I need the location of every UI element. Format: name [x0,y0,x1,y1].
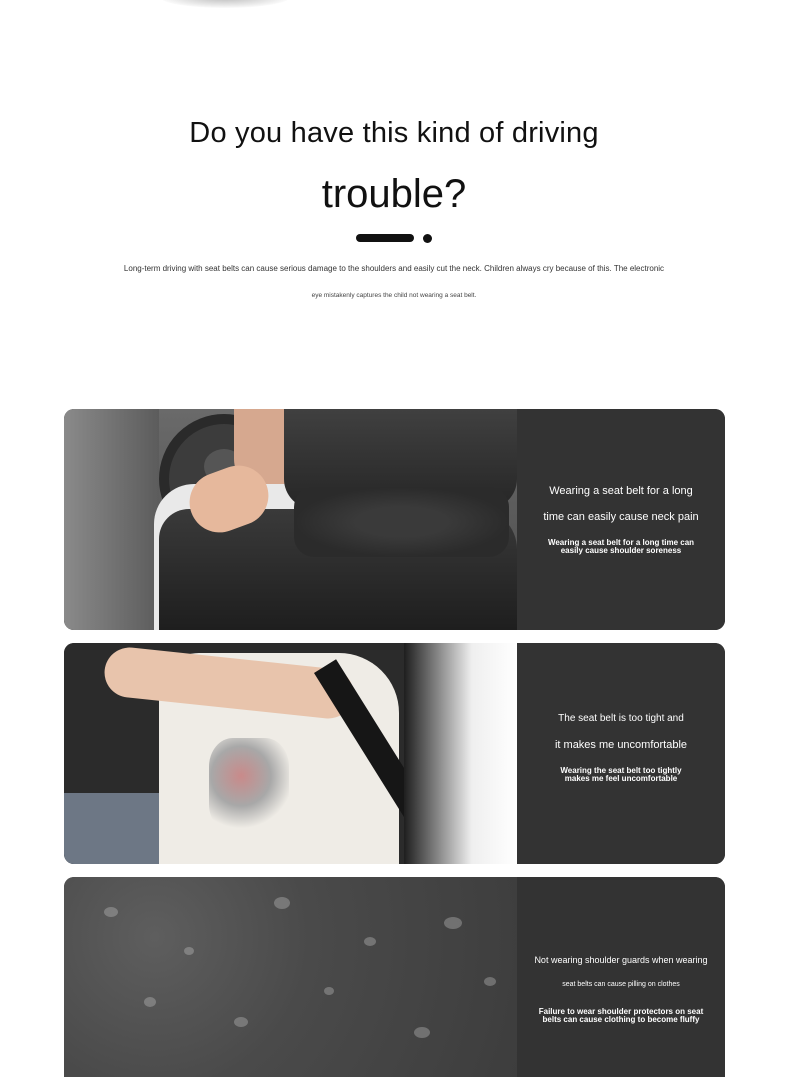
card-detail-line1: Wearing the seat belt too tightly [560,766,682,775]
problem-card-neck-pain [64,409,725,630]
card-text-panel [517,877,725,1077]
product-shadow [160,0,290,8]
card-detail-line1: Wearing a seat belt for a long time can [547,538,695,547]
card-detail-line2: easily cause shoulder soreness [560,546,682,555]
problem-card-pilling [64,877,725,1077]
card-text-panel [517,643,725,864]
seat-belt-person-photo [64,643,517,864]
section-description-line2: eye mistakenly captures the child not wearing a seat belt. [311,292,477,299]
card-headline-line2: time can easily cause neck pain [543,511,699,523]
card-headline-line2: it makes me uncomfortable [554,739,688,751]
divider-bar [356,234,414,242]
card-detail-line1: Failure to wear shoulder protectors on seat [538,1007,704,1016]
card-headline-line1: Wearing a seat belt for a long [549,485,693,497]
section-description-line1: Long-term driving with seat belts can cause serious damage to the shoulders and easily cut the neck. Children always cry because of this. The electronic [123,264,665,273]
card-headline-line1: The seat belt is too tight and [558,713,684,724]
card-detail-line2: makes me feel uncomfortable [564,774,678,783]
card-headline-line2: seat belts can cause pilling on clothes [562,981,680,988]
card-text-panel [517,409,725,630]
card-headline-line1: Not wearing shoulder guards when wearing [534,955,708,965]
pilled-fabric-photo [64,877,517,1077]
card-detail-line2: belts can cause clothing to become fluffy [542,1015,700,1024]
section-title-line2: trouble? [321,172,467,216]
car-headrest-photo [64,409,517,630]
problem-card-tight-belt [64,643,725,864]
divider-dot [423,234,432,243]
section-title-line1: Do you have this kind of driving [189,117,599,149]
